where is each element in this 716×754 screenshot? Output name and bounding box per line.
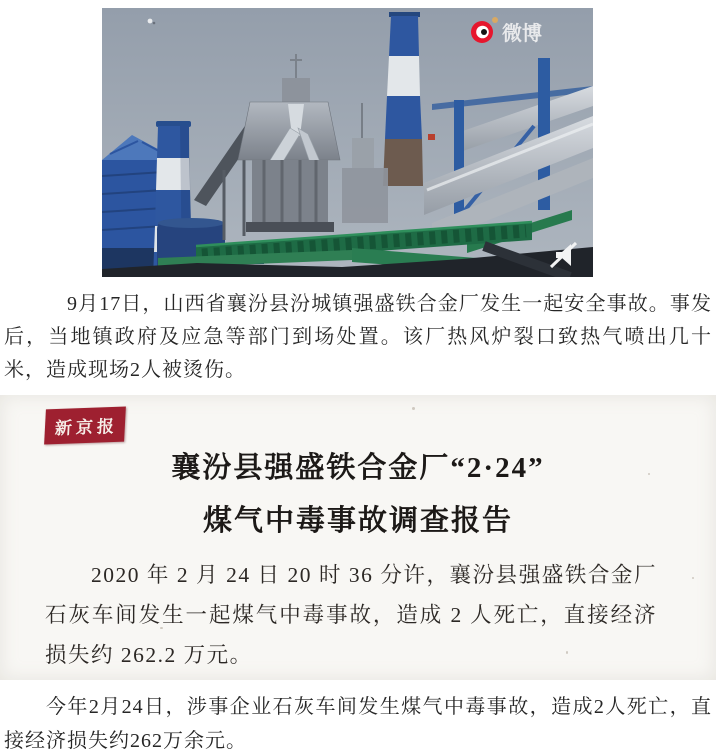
scan-speckle [566, 651, 568, 654]
paragraph-accident-summary: 9月17日，山西省襄汾县汾城镇强盛铁合金厂发生一起安全事故。事发后，当地镇政府及应急等部门到场处置。该厂热风炉裂口致热气喷出几十米，造成现场2人被烫伤。 [4, 293, 712, 381]
report-title-line2: 煤气中毒事故调查报告 [202, 505, 513, 537]
weibo-eye-icon [471, 21, 493, 43]
weibo-watermark-label: 微博 [502, 23, 542, 45]
scan-speckle [412, 407, 415, 410]
scan-speckle [692, 577, 694, 579]
scan-speckle [648, 473, 650, 475]
report-scan-image[interactable] [0, 395, 716, 680]
scan-speckle [160, 627, 163, 629]
weibo-sparkle [492, 17, 498, 23]
report-body-text: 2020 年 2 月 24 日 20 时 36 分许，襄汾县强盛铁合金厂石灰车间发生一起煤气中毒事故，造成 2 人死亡，直接经济损失约 262.2 万元。 [45, 563, 657, 667]
video-player[interactable] [102, 8, 593, 277]
paragraph-prior-accident: 今年2月24日，涉事企业石灰车间发生煤气中毒事故，造成2人死亡，直接经济损失约262万余元。 [4, 696, 712, 752]
news-outlet-badge: 新京报 [44, 407, 126, 445]
report-title-line1: 襄汾县强盛铁合金厂“2·24” [171, 452, 545, 484]
plant-video-still [102, 8, 593, 277]
